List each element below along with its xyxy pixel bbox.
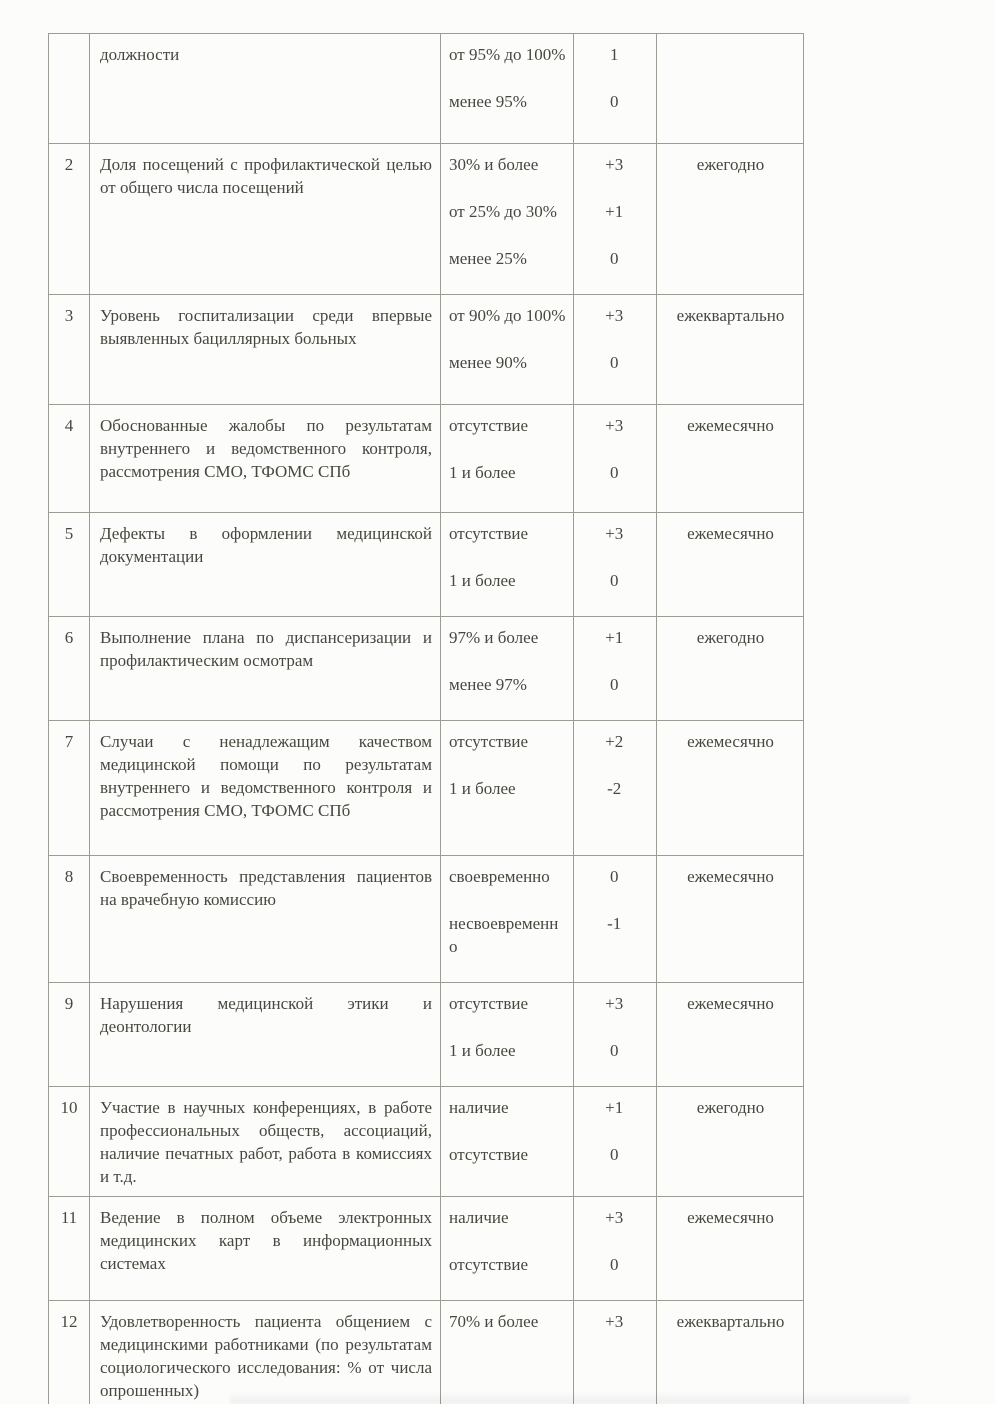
criteria-cell xyxy=(440,1197,656,1300)
indicator-text: Уровень госпитализации среди впервые выявленных бациллярных больных xyxy=(89,295,440,404)
criterion-points: -1 xyxy=(607,914,622,933)
criterion-points: 0 xyxy=(609,1255,619,1274)
criterion-label: 1 и более xyxy=(449,779,516,798)
frequency: ежемесячно xyxy=(656,856,804,982)
row-number: 10 xyxy=(60,1098,78,1117)
criterion-label: отсутствие xyxy=(449,524,529,543)
criterion-label: отсутствие xyxy=(449,994,529,1013)
row-number: 4 xyxy=(64,416,74,435)
frequency: ежемесячно xyxy=(656,513,804,616)
criterion-label: менее 25% xyxy=(449,249,527,268)
scan-artifact xyxy=(230,1392,910,1404)
criterion-label: наличие xyxy=(449,1098,509,1117)
criterion-label: менее 95% xyxy=(449,92,527,111)
criterion xyxy=(441,626,656,649)
criterion-points: 0 xyxy=(609,1145,619,1164)
criteria-cell xyxy=(440,983,656,1086)
criterion-points: +1 xyxy=(605,1098,624,1117)
frequency: ежегодно xyxy=(656,617,804,720)
criterion xyxy=(441,912,656,958)
criterion xyxy=(441,522,656,545)
row-number xyxy=(49,34,89,143)
table-row xyxy=(49,34,803,143)
criterion-points: +3 xyxy=(605,155,624,174)
criterion-label: 1 и более xyxy=(449,463,516,482)
criterion xyxy=(441,1310,656,1333)
criteria-cell xyxy=(440,617,656,720)
criterion-label: 1 и более xyxy=(449,571,516,590)
table-row xyxy=(49,720,803,855)
criterion xyxy=(441,992,656,1015)
table-row xyxy=(49,512,803,616)
criterion xyxy=(441,90,656,113)
frequency: ежемесячно xyxy=(656,983,804,1086)
criterion-points: -2 xyxy=(607,779,622,798)
row-number: 2 xyxy=(64,155,74,174)
criterion-label: от 95% до 100% xyxy=(449,45,566,64)
criterion xyxy=(441,200,656,223)
indicator-text: должности xyxy=(89,34,440,143)
criterion-points: 0 xyxy=(609,463,619,482)
row-number: 3 xyxy=(64,306,74,325)
table-row xyxy=(49,1300,803,1404)
row-number: 6 xyxy=(64,628,74,647)
row-number: 12 xyxy=(60,1312,78,1331)
criterion-points: +3 xyxy=(605,416,624,435)
criterion-points: +3 xyxy=(605,994,624,1013)
criterion xyxy=(441,43,656,66)
indicator-text: Удовлетворенность пациента общением с медицинскими работниками (по результатам социологического исследования: % от числа опрошенных) xyxy=(89,1301,440,1404)
table-row xyxy=(49,143,803,294)
criteria-cell xyxy=(440,144,656,294)
frequency: ежегодно xyxy=(656,144,804,294)
frequency xyxy=(656,34,804,143)
criterion-label: 30% и более xyxy=(449,155,539,174)
criterion-label: отсутствие xyxy=(449,732,529,751)
criterion-label: несвоевременно xyxy=(449,914,559,956)
criterion-points: +3 xyxy=(605,1208,624,1227)
row-number: 5 xyxy=(64,524,74,543)
criterion xyxy=(441,247,656,270)
criterion-points: +3 xyxy=(605,306,624,325)
table-row xyxy=(49,616,803,720)
criterion-points: 0 xyxy=(609,867,619,886)
criterion-label: отсутствие xyxy=(449,1255,529,1274)
criterion xyxy=(441,1253,656,1276)
criterion xyxy=(441,1206,656,1229)
criterion-label: 97% и более xyxy=(449,628,539,647)
criterion-label: менее 97% xyxy=(449,675,527,694)
indicator-text: Своевременность представления пациентов на врачебную комиссию xyxy=(89,856,440,982)
row-number: 8 xyxy=(64,867,74,886)
criterion-label: 1 и более xyxy=(449,1041,516,1060)
criterion-label: от 25% до 30% xyxy=(449,202,557,221)
criterion xyxy=(441,569,656,592)
criterion xyxy=(441,304,656,327)
indicator-text: Случаи с ненадлежащим качеством медицинской помощи по результатам внутреннего и ведомственного контроля и рассмотрения СМО, ТФОМС СПб xyxy=(89,721,440,855)
criterion-points: 0 xyxy=(609,353,619,372)
frequency: ежегодно xyxy=(656,1087,804,1196)
frequency: ежеквартально xyxy=(656,295,804,404)
criteria-cell xyxy=(440,295,656,404)
criterion-points: 0 xyxy=(609,92,619,111)
indicator-text: Дефекты в оформлении медицинской документации xyxy=(89,513,440,616)
frequency: ежеквартально xyxy=(656,1301,804,1404)
criterion xyxy=(441,865,656,888)
criterion-label: отсутствие xyxy=(449,416,529,435)
criterion xyxy=(441,673,656,696)
criterion xyxy=(441,351,656,374)
criteria-cell xyxy=(440,1301,656,1404)
criterion xyxy=(441,461,656,484)
criterion-label: отсутствие xyxy=(449,1145,529,1164)
criterion-points: +3 xyxy=(605,1312,624,1331)
criterion xyxy=(441,1143,656,1166)
criterion-label: от 90% до 100% xyxy=(449,306,566,325)
criterion-points: 1 xyxy=(609,45,619,64)
row-number: 9 xyxy=(64,994,74,1013)
frequency: ежемесячно xyxy=(656,721,804,855)
indicator-text: Ведение в полном объеме электронных медицинских карт в информационных системах xyxy=(89,1197,440,1300)
frequency: ежемесячно xyxy=(656,1197,804,1300)
criterion-points: 0 xyxy=(609,571,619,590)
indicator-text: Нарушения медицинской этики и деонтологии xyxy=(89,983,440,1086)
frequency: ежемесячно xyxy=(656,405,804,512)
criterion xyxy=(441,414,656,437)
criterion xyxy=(441,1039,656,1062)
criterion xyxy=(441,1096,656,1119)
table-row xyxy=(49,404,803,512)
row-number: 11 xyxy=(60,1208,78,1227)
table-row xyxy=(49,294,803,404)
criterion-points: +1 xyxy=(605,628,624,647)
criterion xyxy=(441,153,656,176)
criteria-cell xyxy=(440,405,656,512)
indicator-text: Доля посещений с профилактической целью от общего числа посещений xyxy=(89,144,440,294)
criterion-label: 70% и более xyxy=(449,1312,539,1331)
criterion-points: +2 xyxy=(605,732,624,751)
criterion-points: 0 xyxy=(609,249,619,268)
indicator-text: Обоснованные жалобы по результатам внутреннего и ведомственного контроля, рассмотрения СМО, ТФОМС СПб xyxy=(89,405,440,512)
criterion xyxy=(441,730,656,753)
indicator-text: Выполнение плана по диспансеризации и профилактическим осмотрам xyxy=(89,617,440,720)
criterion-points: +1 xyxy=(605,202,624,221)
table-row xyxy=(49,1196,803,1300)
row-number: 7 xyxy=(64,732,74,751)
table-row xyxy=(49,1086,803,1196)
criteria-cell xyxy=(440,721,656,855)
criterion-points: +3 xyxy=(605,524,624,543)
criterion-label: своевременно xyxy=(449,867,550,886)
criteria-cell xyxy=(440,513,656,616)
criterion-label: менее 90% xyxy=(449,353,527,372)
criteria-table xyxy=(48,33,804,1404)
indicator-text: Участие в научных конференциях, в работе профессиональных обществ, ассоциаций, наличие печатных работ, работа в комиссиях и т.д. xyxy=(89,1087,440,1196)
table-row xyxy=(49,982,803,1086)
criterion-label: наличие xyxy=(449,1208,509,1227)
criterion xyxy=(441,777,656,800)
criterion-points: 0 xyxy=(609,1041,619,1060)
criteria-cell xyxy=(440,34,656,143)
criteria-cell xyxy=(440,856,656,982)
criteria-cell xyxy=(440,1087,656,1196)
table-row xyxy=(49,855,803,982)
criterion-points: 0 xyxy=(609,675,619,694)
